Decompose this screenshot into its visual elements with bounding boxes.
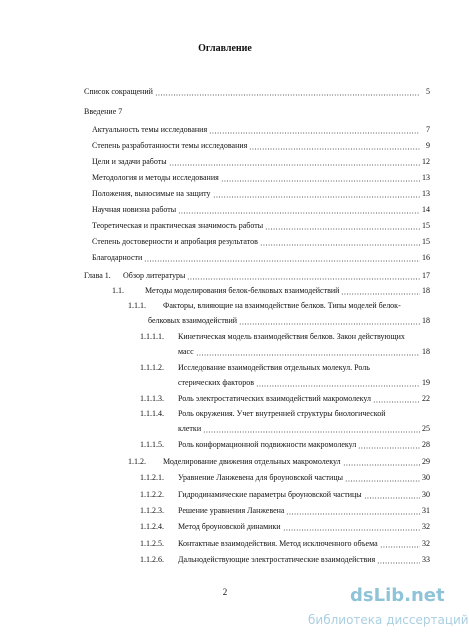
toc-dot-leader <box>341 285 420 297</box>
toc-entry-page: 13 <box>422 189 430 198</box>
toc-dot-leader <box>221 172 420 184</box>
toc-entry-title: Контактные взаимодействия. Метод исключенного объема <box>178 539 378 548</box>
toc-entry-number: 1.1.2.1. <box>140 473 164 482</box>
watermark-subtitle: библиотека диссертаций <box>308 613 469 627</box>
toc-entry-number: 1.1. <box>112 286 124 295</box>
toc-entry-page: 29 <box>422 457 430 466</box>
toc-entry-title: Роль окружения. Учет внутренней структуры биологической <box>178 409 386 418</box>
toc-entry-page: 33 <box>422 555 430 564</box>
toc-entry-page: 28 <box>422 440 430 449</box>
toc-dot-leader <box>286 505 420 517</box>
page-number: 2 <box>222 587 228 597</box>
toc-entry[interactable] <box>0 124 450 136</box>
toc-entry[interactable] <box>0 300 450 312</box>
toc-entry-number: 1.1.1.4. <box>140 409 164 418</box>
toc-dot-leader <box>265 220 420 232</box>
toc-entry-page: 22 <box>422 394 430 403</box>
toc-entry-title: Факторы, влияющие на взаимодействие белков. Типы моделей белок- <box>163 301 401 310</box>
toc-entry-page: 25 <box>422 424 430 433</box>
toc-entry[interactable] <box>0 505 450 517</box>
toc-entry-page: 15 <box>422 221 430 230</box>
toc-entry-title: Роль конформационной подвижности макромолекул <box>178 440 357 449</box>
toc-entry-page: 31 <box>422 506 430 515</box>
toc-entry-title: Обзор литературы <box>123 271 186 280</box>
toc-entry[interactable] <box>0 285 450 297</box>
toc-entry-page: 13 <box>422 173 430 182</box>
toc-entry[interactable] <box>0 554 450 566</box>
toc-entry[interactable] <box>0 456 450 468</box>
toc-entry-title: Список сокращений <box>84 87 153 96</box>
toc-entry[interactable] <box>0 346 450 358</box>
toc-entry[interactable] <box>0 393 450 405</box>
toc-entry-title: Гидродинамические параметры броуновской частицы <box>178 490 362 499</box>
toc-entry-title: Цели и задачи работы <box>92 157 167 166</box>
toc-entry-page: 30 <box>422 490 430 499</box>
toc-entry-number: 1.1.1.2. <box>140 363 164 372</box>
toc-entry-number: 1.1.2.5. <box>140 539 164 548</box>
toc-entry[interactable] <box>0 140 450 152</box>
toc-entry-page: 12 <box>422 157 430 166</box>
toc-entry-title: стерических факторов <box>178 378 255 387</box>
toc-entry-number: 1.1.1.5. <box>140 440 164 449</box>
toc-dot-leader <box>343 456 420 468</box>
toc-entry-page: 18 <box>422 286 430 295</box>
toc-entry-title: Актуальность темы исследования <box>92 125 208 134</box>
toc-entry-page: 16 <box>422 253 430 262</box>
toc-entry-title: Степень разработанности темы исследования <box>92 141 248 150</box>
toc-entry-title: Методология и методы исследования <box>92 173 219 182</box>
toc-entry-page: 32 <box>422 539 430 548</box>
toc-entry[interactable] <box>0 252 450 264</box>
toc-entry-title: Дальнодействующие электростатические взаимодействия <box>178 555 376 564</box>
toc-dot-leader <box>260 236 420 248</box>
toc-entry-title: Исследование взаимодействия отдельных молекул. Роль <box>178 363 370 372</box>
toc-entry-page: 15 <box>422 237 430 246</box>
watermark-logo: dsLib.net <box>350 585 445 606</box>
toc-entry[interactable] <box>0 204 450 216</box>
toc-entry-title: Степень достоверности и апробация результатов <box>92 237 258 246</box>
toc-entry[interactable] <box>0 331 450 343</box>
toc-entry-number: 1.1.1.3. <box>140 394 164 403</box>
toc-entry-title: Благодарности <box>92 253 143 262</box>
toc-entry[interactable] <box>0 408 450 420</box>
toc-entry-number: 1.1.1.1. <box>140 332 164 341</box>
toc-dot-leader <box>249 140 420 152</box>
toc-entry[interactable] <box>0 538 450 550</box>
toc-dot-leader <box>203 423 420 435</box>
toc-entry[interactable] <box>0 362 450 374</box>
toc-entry-title: масс <box>178 347 194 356</box>
toc-entry-page: 32 <box>422 522 430 531</box>
toc-dot-leader <box>196 346 420 358</box>
toc-entry-title: Теоретическая и практическая значимость работы <box>92 221 264 230</box>
toc-entry-title: Научная новизна работы <box>92 205 177 214</box>
toc-entry[interactable] <box>0 106 450 118</box>
toc-dot-leader <box>187 270 420 282</box>
toc-entry-page: 7 <box>426 125 430 134</box>
toc-entry-number: 1.1.1. <box>128 301 146 310</box>
toc-entry-page: 14 <box>422 205 430 214</box>
toc-entry[interactable] <box>0 172 450 184</box>
toc-entry-title: Введение 7 <box>84 107 123 116</box>
toc-entry-page: 18 <box>422 347 430 356</box>
toc-entry-title: Роль электростатических взаимодействий макромолекул <box>178 394 372 403</box>
toc-dot-leader <box>169 156 420 168</box>
toc-entry-title: Кинетическая модель взаимодействия белков. Закон действующих <box>178 332 405 341</box>
toc-entry[interactable] <box>0 236 450 248</box>
toc-entry-title: Методы моделирования белок-белковых взаимодействий <box>145 286 340 295</box>
toc-entry-title: Метод броуновской динамики <box>178 522 281 531</box>
toc-entry[interactable] <box>0 521 450 533</box>
toc-entry-number: 1.1.2.2. <box>140 490 164 499</box>
toc-entry[interactable] <box>0 315 450 327</box>
toc-entry[interactable] <box>0 489 450 501</box>
toc-entry[interactable] <box>0 472 450 484</box>
toc-entry[interactable] <box>0 377 450 389</box>
toc-dot-leader <box>283 521 420 533</box>
toc-entry-title: Положения, выносимые на защиту <box>92 189 211 198</box>
toc-entry-page: 19 <box>422 378 430 387</box>
toc-entry[interactable] <box>0 86 450 98</box>
toc-dot-leader <box>209 124 420 136</box>
toc-entry[interactable] <box>0 423 450 435</box>
toc-entry-number: Глава 1. <box>84 271 111 280</box>
toc-entry[interactable] <box>0 270 450 282</box>
toc-dot-leader <box>178 204 420 216</box>
toc-entry-page: 17 <box>422 271 430 280</box>
toc-dot-leader <box>345 472 420 484</box>
toc-entry-number: 1.1.2.4. <box>140 522 164 531</box>
page-title: Оглавление <box>198 43 252 54</box>
watermark <box>300 585 469 637</box>
toc-entry-page: 30 <box>422 473 430 482</box>
toc-dot-leader <box>144 252 420 264</box>
toc-entry-title: Моделирование движения отдельных макромолекул <box>163 457 341 466</box>
toc-entry-title: клетки <box>178 424 202 433</box>
toc-dot-leader <box>256 377 420 389</box>
toc-entry-number: 1.1.2.3. <box>140 506 164 515</box>
toc-entry-page: 9 <box>426 141 430 150</box>
toc-dot-leader <box>213 188 420 200</box>
toc-entry[interactable] <box>0 188 450 200</box>
toc-entry-number: 1.1.2.6. <box>140 555 164 564</box>
toc-entry[interactable] <box>0 439 450 451</box>
toc-entry-title: Решение уравнения Ланжевена <box>178 506 285 515</box>
toc-dot-leader <box>155 86 420 98</box>
toc-dot-leader <box>239 315 420 327</box>
toc-entry-number: 1.1.2. <box>128 457 146 466</box>
toc-entry-title: Уравнение Ланжевена для броуновской частицы <box>178 473 343 482</box>
toc-entry[interactable] <box>0 156 450 168</box>
toc-entry[interactable] <box>0 220 450 232</box>
toc-entry-page: 5 <box>426 87 430 96</box>
toc-entry-page: 18 <box>422 316 430 325</box>
toc-entry-title: белковых взаимодействий <box>148 316 238 325</box>
